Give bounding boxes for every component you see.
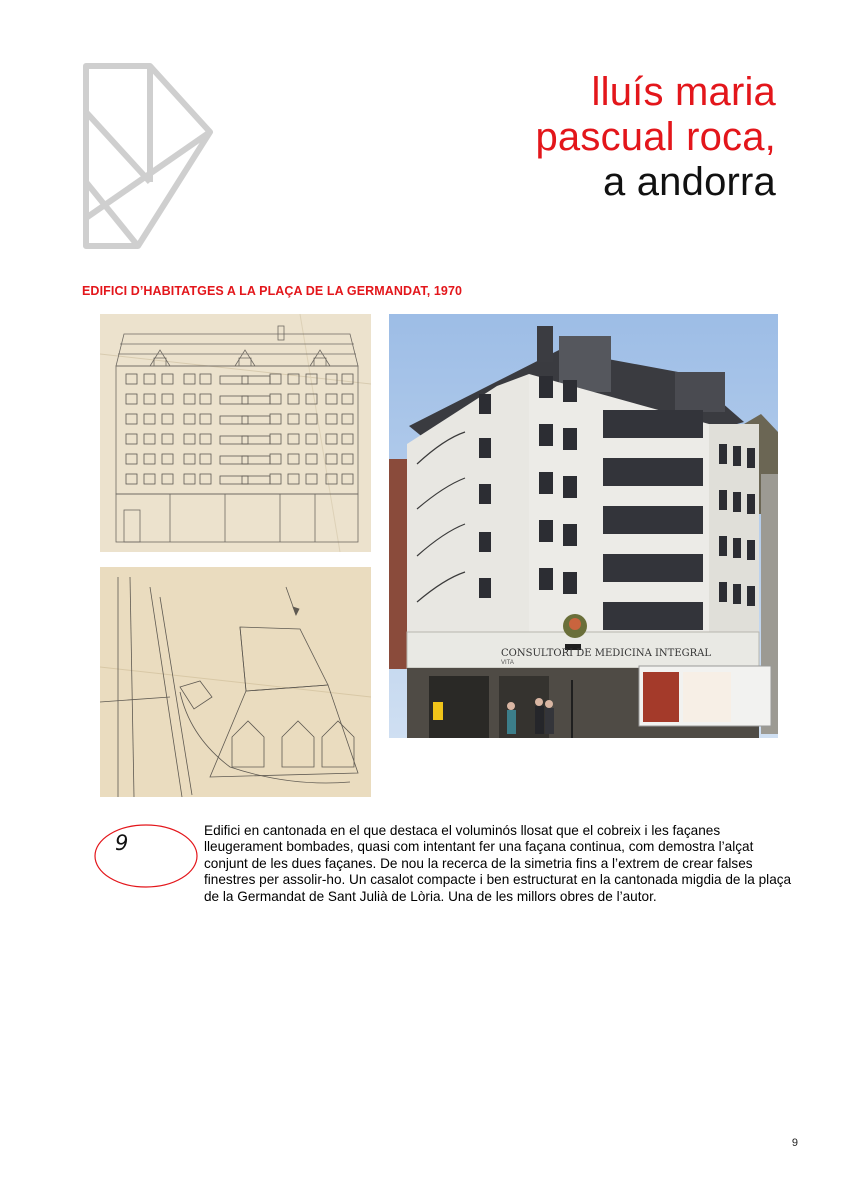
publication-logo xyxy=(80,60,215,250)
photo-sign-consultori: CONSULTORI DE MEDICINA INTEGRAL xyxy=(501,648,712,659)
entry-description: Edifici en cantonada en el que destaca el voluminós llosat que el cobreix i les façanes lleugerament bombades, quasi com intentant fer una façana continua, com demostra l’alçat conjunt de les dues façanes. De nou la recerca de la simetria fins a l’extrem de crear falses finestres per assolir-ho. Un casalot compacte i ben estructurat en la cantonada migdia de la plaça de la Germandat de Sant Julià de Lòria. Una de les millors obres de l’autor. xyxy=(204,823,792,904)
entry-number-badge xyxy=(93,823,199,889)
title-line-3: a andorra xyxy=(602,160,776,204)
page-title xyxy=(535,70,776,205)
page-number: 9 xyxy=(791,1137,798,1149)
elevation-drawing-image xyxy=(100,314,371,552)
section-heading: EDIFICI D’HABITATGES A LA PLAÇA DE LA GERMANDAT, 1970 xyxy=(82,284,463,298)
title-line-1: lluís maria xyxy=(591,70,776,114)
photo-sign-vita: VITA xyxy=(501,660,514,666)
entry-number: 9 xyxy=(115,831,129,855)
site-plan-drawing-image xyxy=(100,567,371,797)
building-photograph xyxy=(389,314,778,738)
title-line-2: pascual roca, xyxy=(535,115,776,159)
